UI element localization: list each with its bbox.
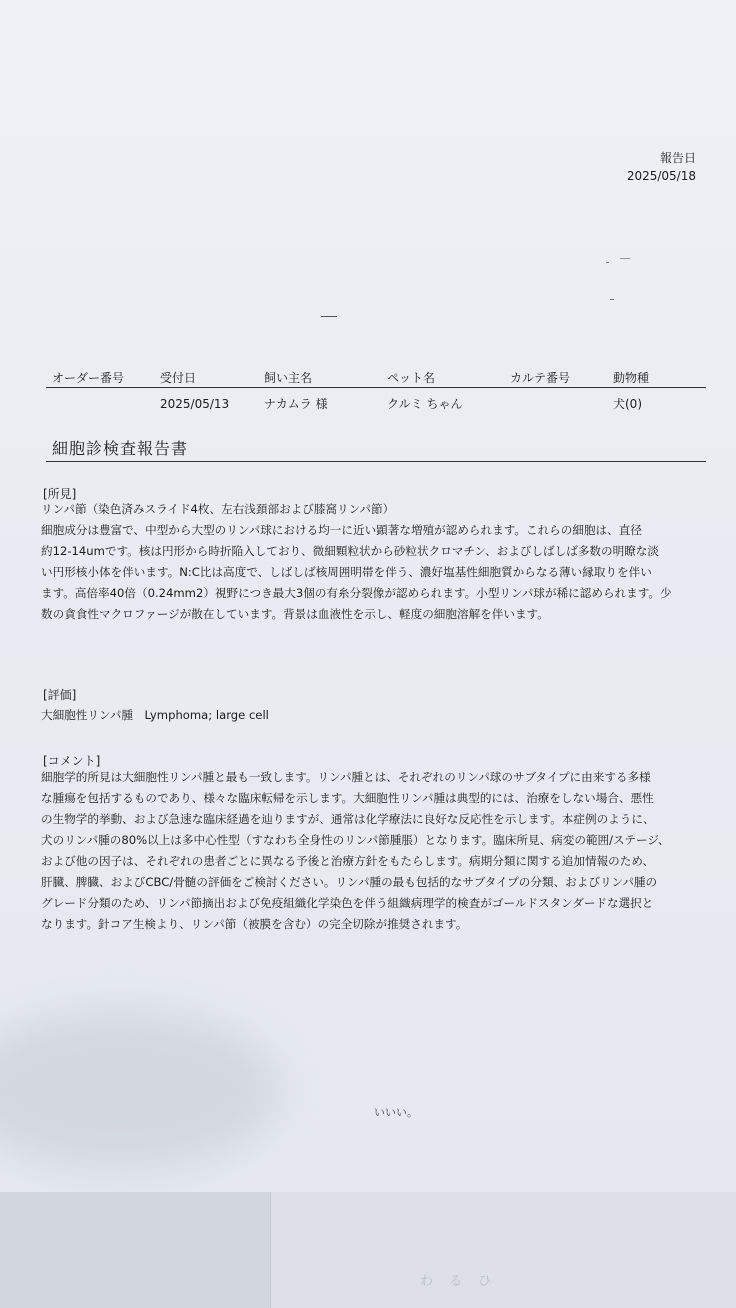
title-rule — [46, 461, 706, 462]
info-label: カルテ番号 — [510, 371, 571, 385]
comment-label: [コメント] — [43, 754, 101, 768]
comment-line: な腫瘍を包括するものであり、様々な臨床転帰を示します。大細胞性リンパ腫は典型的には、治療をしない場合、悪性 — [41, 791, 654, 805]
info-label: 動物種 — [613, 371, 650, 385]
report-date: 2025/05/18 — [626, 169, 696, 183]
info-col-chart-number — [510, 370, 570, 396]
comment-text — [41, 767, 725, 935]
info-col-order-number — [52, 370, 124, 396]
info-label: 受付日 — [160, 371, 197, 385]
info-value: クルミ ちゃん — [387, 397, 463, 411]
footer-mark: いいい。 — [374, 1106, 418, 1119]
info-value: 2025/05/13 — [160, 397, 230, 411]
findings-line: 細胞成分は豊富で、中型から大型のリンパ球における均一に近い顕著な増殖が認められます。これらの細胞は、直径 — [41, 523, 642, 537]
comment-line: 細胞学的所見は大細胞性リンパ腫と最も一致します。リンパ腫とは、それぞれのリンパ球のサブタイプに由来する多様 — [41, 770, 651, 784]
info-value: 犬(0) — [613, 397, 642, 411]
report-date-label: 報告日 — [659, 151, 696, 165]
bleed-through-text: わ る ひ — [420, 1274, 498, 1289]
assessment-text — [41, 705, 725, 726]
comment-line: および他の因子は、それぞれの患者ごとに異なる予後と治療方針をもたらします。病期分類に関する追加情報のため、 — [41, 854, 655, 868]
scan-mark — [620, 258, 630, 259]
info-col-owner-name — [264, 370, 328, 412]
info-col-species — [613, 370, 649, 412]
scan-mark — [610, 299, 614, 300]
comment-line: の生物学的挙動、および急速な臨床経過を辿りますが、通常は化学療法に良好な反応性を示します。本症例のように、 — [41, 812, 655, 826]
findings-line: 約12-14umです。核は円形から時折陥入しており、微細顆粒状から砂粒状クロマチン、およびしばしば多数の明瞭な淡 — [41, 544, 659, 558]
assessment-label: [評価] — [43, 688, 77, 702]
findings-line: ます。高倍率40倍（0.24mm2）視野につき最大3個の有糸分裂像が認められます。小型リンパ球が稀に認められます。少 — [41, 586, 672, 600]
findings-label: [所見] — [43, 487, 77, 501]
report-title: 細胞診検査報告書 — [52, 439, 189, 458]
findings-line: い円形核小体を伴います。N:C比は高度で、しばしば核周囲明帯を伴う、濃好塩基性細胞質からなる薄い縁取りを伴い — [41, 565, 652, 579]
info-col-pet-name — [387, 370, 462, 412]
center-dash — [321, 316, 337, 317]
patient-info-table — [46, 370, 706, 416]
info-label: 飼い主名 — [264, 371, 313, 385]
comment-line: グレード分類のため、リンパ節摘出および免疫組織化学染色を伴う組織病理学的検査がゴールドスタンダードな選択と — [41, 896, 654, 910]
findings-line: 数の貪食性マクロファージが散在しています。背景は血液性を示し、軽度の細胞溶解を伴います。 — [41, 607, 549, 621]
info-col-reception-date — [160, 370, 229, 412]
info-value: ナカムラ 様 — [264, 397, 328, 411]
comment-line: 犬のリンパ腫の80%以上は多中心性型（すなわち全身性のリンパ節腫脹）となります。臨床所見、病変の範囲/ステージ、 — [41, 833, 670, 847]
info-table-rule — [46, 387, 706, 388]
scan-mark — [606, 262, 609, 263]
assessment-diagnosis: 大細胞性リンパ腫 Lymphoma; large cell — [41, 708, 269, 722]
report-date-block — [627, 149, 696, 185]
findings-text — [41, 499, 725, 625]
findings-line: リンパ節（染色済みスライド4枚、左右浅頚部および膝窩リンパ節） — [41, 502, 395, 516]
underlying-sheet — [270, 1192, 736, 1308]
info-label: オーダー番号 — [52, 371, 125, 385]
info-label: ペット名 — [387, 371, 436, 385]
comment-line: 肝臓、脾臓、およびCBC/骨髄の評価をご検討ください。リンパ腫の最も包括的なサブタイプの分類、およびリンパ腫の — [41, 875, 658, 889]
comment-line: なります。針コア生検より、リンパ節（被膜を含む）の完全切除が推奨されます。 — [41, 917, 468, 931]
